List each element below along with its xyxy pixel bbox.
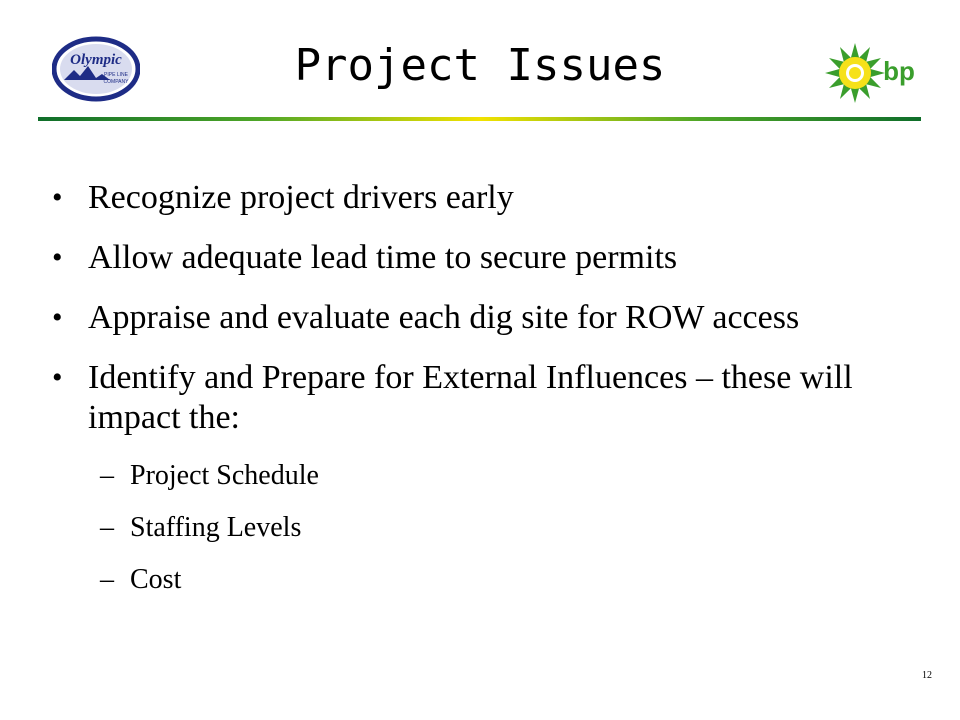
bullet-item xyxy=(0,178,878,218)
bullet-marker: • xyxy=(52,241,63,274)
bullet-item xyxy=(0,238,878,278)
sub-bullet-text: Project Schedule xyxy=(130,460,319,491)
svg-text:bp: bp xyxy=(883,56,915,86)
bullet-text: Recognize project drivers early xyxy=(88,179,514,216)
svg-text:PIPE LINE: PIPE LINE xyxy=(104,72,128,78)
bullet-marker: • xyxy=(52,361,63,394)
title-rule xyxy=(38,117,921,121)
sub-bullet-marker: – xyxy=(100,460,114,491)
sub-bullet-item xyxy=(0,564,960,596)
bullet-marker: • xyxy=(52,301,63,334)
bullet-text: Appraise and evaluate each dig site for ROW access xyxy=(88,299,800,336)
bullet-list xyxy=(0,178,960,616)
bullet-marker: • xyxy=(52,181,63,214)
svg-text:COMPANY: COMPANY xyxy=(103,79,129,85)
bullet-text: Identify and Prepare for External Influences – these will impact the: xyxy=(88,359,853,436)
sub-bullet-text: Staffing Levels xyxy=(130,512,302,543)
page-number: 12 xyxy=(922,670,932,681)
slide-title: Project Issues xyxy=(294,40,666,91)
svg-text:Olympic: Olympic xyxy=(70,52,122,68)
bullet-text: Allow adequate lead time to secure permits xyxy=(88,239,678,276)
sub-bullet-marker: – xyxy=(100,512,114,543)
sub-bullet-text: Cost xyxy=(130,564,182,595)
sub-bullet-item xyxy=(0,460,960,492)
sub-bullet-marker: – xyxy=(100,564,114,595)
sub-bullet-item xyxy=(0,512,960,544)
bullet-item xyxy=(0,298,878,338)
bp-logo xyxy=(823,40,919,106)
bullet-item xyxy=(0,358,878,438)
